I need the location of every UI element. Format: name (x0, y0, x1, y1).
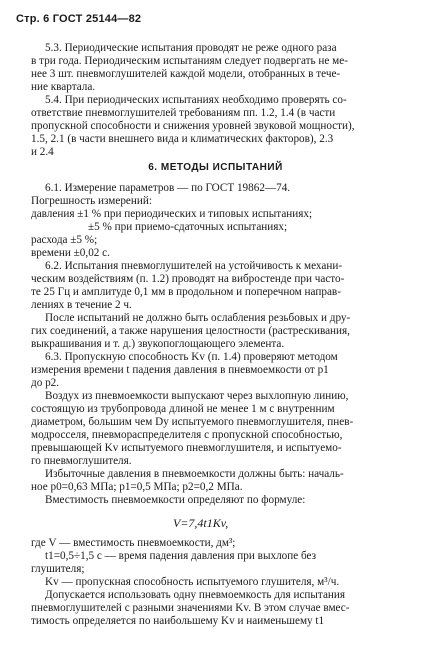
text-line: превышающей Kv испытуемого пневмоглушителя, и испытуемо- (31, 442, 342, 454)
text-line: измерения времени t падения давления в пневмоемкости от p1 (31, 364, 329, 376)
text-line: 6.1. Измерение параметров — по ГОСТ 19862—74. (45, 182, 291, 194)
text-line: диаметром, большим чем Dy испытуемого пневмоглушителя, пнев- (31, 416, 354, 428)
text-line: ческим воздействиям (п. 1.2) проводят на вибростенде при часто- (31, 273, 345, 285)
text-line: пневмоглушителей с разными значениями Kv. В этом случае вмес- (31, 602, 350, 614)
text-line: ответствие пневмоглушителей требованиям пп. 1.2, 1.4 (в части (31, 107, 336, 119)
text-line: пропускной способности и снижения уровней звуковой мощности), (31, 120, 355, 132)
text-line: и 2.4 (31, 146, 54, 158)
text-line: После испытаний не должно быть ослабления резьбовых и дру- (45, 312, 351, 324)
section-heading: 6. МЕТОДЫ ИСПЫТАНИЙ (148, 162, 283, 173)
text-line: Воздух из пневмоемкости выпускают через выхлопную линию, (45, 390, 349, 402)
text-line: Вместимость пневмоемкости определяют по формуле: (45, 494, 306, 506)
text-line: состоящую из трубопровода длиной не менее 1 м с внутренним (31, 403, 335, 415)
text-line: нее 3 шт. пневмоглушителей каждой модели, отобранных в тече- (31, 68, 341, 80)
text-line: расхода ±5 %; (31, 234, 98, 246)
text-line: Погрешность измерений: (31, 195, 152, 207)
formula: V=7,4t1Kv, (173, 516, 229, 530)
text-line: Допускается использовать одну пневмоемкость для испытания (45, 589, 346, 601)
text-line: ±5 % при приемо-сдаточных испытаниях; (88, 221, 288, 233)
text-line: где V — вместимость пневмоемкости, дм³; (31, 537, 236, 549)
text-line: го пневмоглушителя. (31, 455, 132, 467)
text-line: 5.4. При периодических испытаниях необходимо проверять со- (45, 94, 347, 106)
text-line: ние квартала. (31, 81, 96, 93)
text-line: до p2. (31, 377, 60, 389)
text-line: давления ±1 % при периодических и типовых испытаниях; (31, 208, 313, 220)
page-header: Стр. 6 ГОСТ 25144—82 (16, 13, 142, 25)
text-line: 6.3. Пропускную способность Kv (п. 1.4) проверяют методом (45, 351, 338, 363)
text-line: t1=0,5÷1,5 с — время падения давления при выхлопе без (45, 550, 317, 562)
text-line: в три года. Периодическим испытаниям следует подвергать не ме- (31, 55, 348, 67)
text-line: 6.2. Испытания пневмоглушителей на устойчивость к механи- (45, 260, 343, 272)
text-line: времени ±0,02 с. (31, 247, 110, 259)
text-line: выкрашивания и т. д.) звукопоглощающего элемента. (31, 338, 285, 350)
text-line: Kv — пропускная способность испытуемого глушителя, м³/ч. (45, 576, 340, 588)
text-line: те 25 Гц и амплитуде 0,1 мм в продольном и поперечном направ- (31, 286, 341, 298)
text-line: 1.5, 2.1 (в части внешнего вида и климатических факторов), 2.3 (31, 133, 334, 145)
text-line: тимость определяется по наибольшему Kv и наименьшему t1 (31, 615, 325, 627)
text-line: гих соединений, а также нарушения целостности (растрескивания, (31, 325, 350, 337)
text-line: ное p0=0,63 МПа; p1=0,5 МПа; p2=0,2 МПа. (31, 481, 243, 493)
text-line: глушителя; (31, 563, 85, 575)
text-line: Избыточные давления в пневмоемкости должны быть: началь- (45, 468, 344, 480)
text-line: 5.3. Периодические испытания проводят не реже одного раза (45, 42, 337, 54)
text-line: лениях в течение 2 ч. (31, 299, 132, 311)
text-line: модросселя, пневмораспределителя с пропускной способностью, (31, 429, 343, 441)
